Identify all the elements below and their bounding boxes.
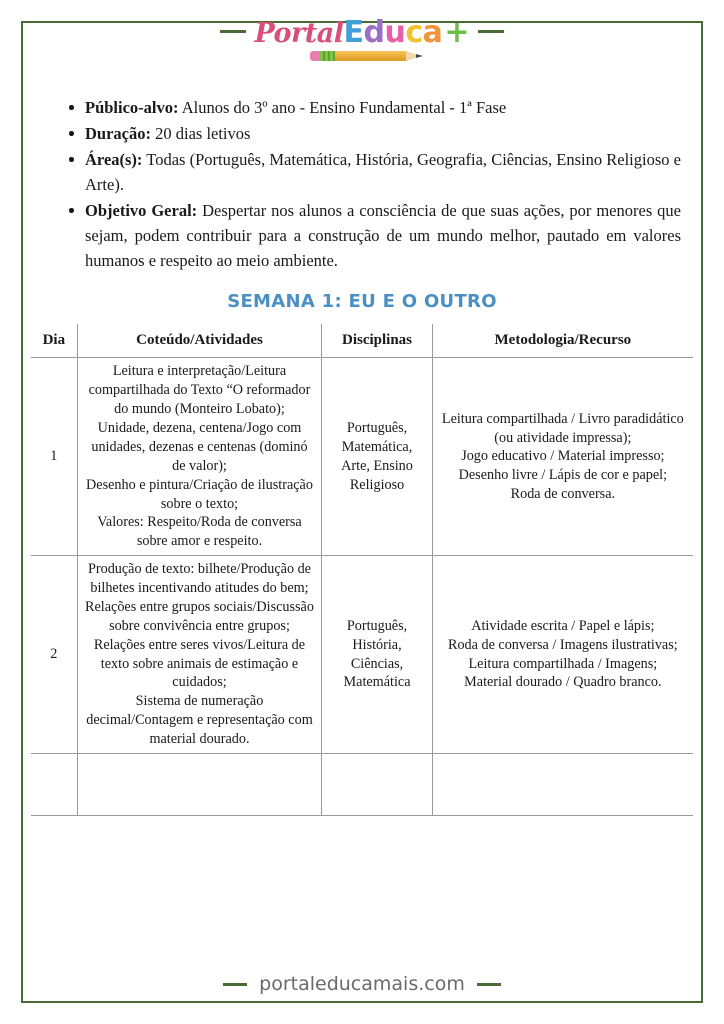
list-item-text: 20 dias letivos (150, 124, 251, 144)
footer-dash-right-icon (477, 983, 501, 986)
column-header-methodology: Metodologia/Recurso (432, 324, 693, 358)
logo-letter-u: u (384, 15, 406, 50)
pencil-body-part (335, 51, 407, 61)
footer-website-text: portaleducamais.com (259, 973, 465, 995)
logo-wordmark-row (212, 15, 511, 50)
weekly-plan-table (31, 324, 693, 816)
logo-portal-text: Portal (254, 18, 344, 49)
table-row (31, 753, 693, 815)
logo-letter-a: a (422, 15, 443, 50)
list-item-label: Objetivo Geral: (85, 201, 198, 221)
table-header-row (31, 324, 693, 358)
header-logo-area (31, 15, 693, 83)
column-header-disciplines: Disciplinas (322, 324, 432, 358)
cell-day (31, 753, 77, 815)
logo-letter-e: E (343, 15, 364, 50)
list-item (69, 95, 681, 120)
table-body (31, 358, 693, 816)
column-header-day: Dia (31, 324, 77, 358)
logo-educa-text (343, 15, 443, 50)
cell-disciplines: Português, História, Ciências, Matemática (322, 556, 432, 754)
cell-methodology: Atividade escrita / Papel e lápis; Roda de conversa / Imagens ilustrativas; Leitura compartilhada / Imagens; Material dourado / Quadro branco. (432, 556, 693, 754)
footer-dash-left-icon (223, 983, 247, 986)
table-header (31, 324, 693, 358)
cell-methodology (432, 753, 693, 815)
logo-letter-c: c (405, 15, 423, 50)
cell-content: Produção de texto: bilhete/Produção de bilhetes incentivando atitudes do bem; Relações entre grupos sociais/Discussão sobre convivência entre grupos; Relações entre seres vivos/Leitura de texto sobre animais de estimação e cuidados; Sistema de numeração decimal/Contagem e representação com material dourado. (77, 556, 322, 754)
list-item (69, 147, 681, 197)
list-item-text: Despertar nos alunos a consciência de que suas ações, por menores que sejam, podem contribuir para a construção de um mundo melhor, pautado em valores humanos e respeito ao meio ambiente. (85, 201, 681, 271)
lesson-plan-summary-list (31, 95, 693, 275)
list-item (69, 198, 681, 273)
section-heading-semana-1: SEMANA 1: EU E O OUTRO (227, 290, 497, 312)
cell-methodology: Leitura compartilhada / Livro paradidático (ou atividade impressa); Jogo educativo / Material impresso; Desenho livre / Lápis de cor e papel; Roda de conversa. (432, 358, 693, 556)
column-header-content: Coteúdo/Atividades (77, 324, 322, 358)
list-item-label: Área(s): (85, 150, 143, 170)
list-item-label: Duração: (85, 124, 151, 144)
logo-dash-right-icon (478, 30, 504, 33)
logo-letter-d: d (363, 15, 385, 50)
cell-day: 2 (31, 556, 77, 754)
pencil-ferrule-part (320, 51, 336, 61)
cell-disciplines: Português, Matemática, Arte, Ensino Religioso (322, 358, 432, 556)
cell-content: Leitura e interpretação/Leitura compartilhada do Texto “O reformador do mundo (Monteiro Lobato); Unidade, dezena, centena/Jogo com unidades, dezenas e centenas (dominó de valor); Desenho e pintura/Criação de ilustração sobre o texto; Valores: Respeito/Roda de conversa sobre amor e respeito. (77, 358, 322, 556)
cell-disciplines (322, 753, 432, 815)
table-row (31, 556, 693, 754)
pencil-icon (310, 50, 428, 62)
cell-day: 1 (31, 358, 77, 556)
pencil-tip-part (416, 54, 423, 58)
list-item-text: Alunos do 3º ano - Ensino Fundamental - 1ª Fase (178, 98, 507, 117)
table-row (31, 358, 693, 556)
list-item-label: Público-alvo: (85, 98, 179, 117)
logo-plus-text: + (444, 15, 470, 50)
page-footer (31, 973, 693, 1003)
list-item-text: Todas (Português, Matemática, História, Geografia, Ciências, Ensino Religioso e Arte). (85, 150, 681, 195)
cell-content (77, 753, 322, 815)
logo-dash-left-icon (220, 30, 246, 33)
portal-educa-logo (212, 15, 511, 62)
list-item (69, 121, 681, 146)
